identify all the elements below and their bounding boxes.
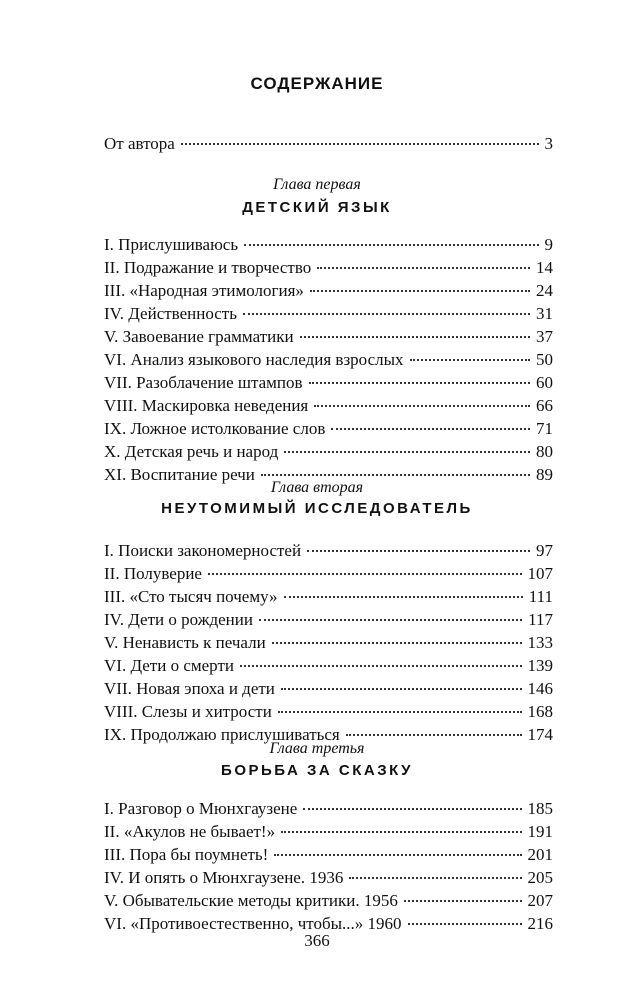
- toc-line-title: II. Подражание и творчество: [104, 258, 312, 277]
- toc-line-page: 50: [536, 350, 553, 369]
- toc-line[interactable]: [104, 563, 553, 585]
- toc-line-title: IV. И опять о Мюнхгаузене. 1936: [104, 868, 344, 887]
- toc-line-title: XI. Воспитание речи: [104, 465, 255, 484]
- dot-leader: [259, 619, 522, 621]
- toc-line[interactable]: [104, 349, 553, 371]
- page-number: 366: [304, 931, 330, 950]
- dot-leader: [310, 290, 530, 292]
- toc-line-title: VIII. Маскировка неведения: [104, 396, 309, 415]
- toc-line[interactable]: [104, 441, 553, 463]
- toc-line-title: V. Ненависть к печали: [104, 633, 266, 652]
- toc-line-page: 168: [527, 702, 553, 721]
- toc-line[interactable]: [104, 890, 553, 912]
- toc-line-title: III. Пора бы поумнеть!: [104, 845, 269, 864]
- dot-leader: [240, 665, 522, 667]
- toc-line-page: 97: [536, 541, 553, 560]
- toc-line[interactable]: [104, 234, 553, 256]
- toc-line[interactable]: [104, 701, 553, 723]
- toc-line-page: 3: [544, 134, 553, 153]
- toc-line-title: II. «Акулов не бывает!»: [104, 822, 276, 841]
- dot-leader: [300, 336, 530, 338]
- dot-leader: [331, 428, 530, 430]
- toc-line[interactable]: [104, 844, 553, 866]
- toc-line-page: 60: [536, 373, 553, 392]
- toc-line-title: II. Полуверие: [104, 564, 202, 583]
- toc-line-title: VI. «Противоестественно, чтобы...» 1960: [104, 914, 402, 933]
- dot-leader: [303, 808, 521, 810]
- toc-line-page: 37: [536, 327, 553, 346]
- dot-leader: [307, 550, 530, 552]
- toc-line[interactable]: [104, 540, 553, 562]
- toc-line-title: VI. Анализ языкового наследия взрослых: [104, 350, 404, 369]
- toc-line[interactable]: [104, 418, 553, 440]
- dot-leader: [314, 405, 530, 407]
- toc-line-title: V. Завоевание грамматики: [104, 327, 294, 346]
- dot-leader: [181, 143, 539, 145]
- toc-line-page: 185: [527, 799, 553, 818]
- chapter-title: НЕУТОМИМЫЙ ИССЛЕДОВАТЕЛЬ: [161, 500, 473, 517]
- toc-line[interactable]: [104, 395, 553, 417]
- toc-line-page: 107: [527, 564, 553, 583]
- toc-line-page: 80: [536, 442, 553, 461]
- toc-line[interactable]: [104, 655, 553, 677]
- toc-line-page: 207: [527, 891, 553, 910]
- toc-line-title: I. Разговор о Мюнхгаузене: [104, 799, 298, 818]
- toc-line-title: IX. Продолжаю прислушиваться: [104, 725, 340, 744]
- chapter-title: БОРЬБА ЗА СКАЗКУ: [221, 762, 413, 779]
- dot-leader: [281, 831, 521, 833]
- toc-line[interactable]: [104, 586, 553, 608]
- toc-line[interactable]: [104, 326, 553, 348]
- toc-line-title: X. Детская речь и народ: [104, 442, 279, 461]
- chapter-label: Глава вторая: [270, 479, 364, 496]
- dot-leader: [404, 900, 522, 902]
- toc-line-intro[interactable]: [104, 133, 553, 155]
- toc-line[interactable]: [104, 280, 553, 302]
- dot-leader: [309, 382, 530, 384]
- dot-leader: [317, 267, 530, 269]
- toc-line-title: От автора: [104, 134, 175, 153]
- toc-line[interactable]: [104, 678, 553, 700]
- toc-line-page: 71: [536, 419, 553, 438]
- dot-leader: [243, 313, 530, 315]
- chapter-label: Глава третья: [269, 740, 365, 757]
- dot-leader: [272, 642, 522, 644]
- toc-line-page: 191: [527, 822, 553, 841]
- toc-line-title: VII. Разоблачение штампов: [104, 373, 303, 392]
- toc-line[interactable]: [104, 372, 553, 394]
- dot-leader: [274, 854, 521, 856]
- toc-line[interactable]: [104, 609, 553, 631]
- toc-line-page: 139: [527, 656, 553, 675]
- toc-line-page: 201: [527, 845, 553, 864]
- toc-line-page: 9: [544, 235, 553, 254]
- toc-line[interactable]: [104, 257, 553, 279]
- toc-line-page: 89: [536, 465, 553, 484]
- dot-leader: [208, 573, 522, 575]
- toc-line-title: VI. Дети о смерти: [104, 656, 234, 675]
- toc-line-page: 117: [528, 610, 553, 629]
- dot-leader: [349, 877, 521, 879]
- toc-line-page: 174: [527, 725, 553, 744]
- chapter-title: ДЕТСКИЙ ЯЗЫК: [242, 199, 392, 216]
- dot-leader: [261, 474, 530, 476]
- dot-leader: [278, 711, 522, 713]
- dot-leader: [281, 688, 522, 690]
- chapter-label: Глава первая: [273, 176, 361, 193]
- toc-line-page: 14: [536, 258, 553, 277]
- toc-line[interactable]: [104, 632, 553, 654]
- toc-line-title: IX. Ложное истолкование слов: [104, 419, 326, 438]
- toc-line-title: V. Обывательские методы критики. 1956: [104, 891, 398, 910]
- toc-line-page: 31: [536, 304, 553, 323]
- toc-line-page: 66: [536, 396, 553, 415]
- dot-leader: [284, 451, 530, 453]
- toc-line-title: IV. Действенность: [104, 304, 237, 323]
- toc-line[interactable]: [104, 821, 553, 843]
- toc-line[interactable]: [104, 303, 553, 325]
- toc-line-title: I. Поиски закономерностей: [104, 541, 302, 560]
- toc-line-title: III. «Народная этимология»: [104, 281, 304, 300]
- toc-line[interactable]: [104, 798, 553, 820]
- toc-line-page: 133: [527, 633, 553, 652]
- dot-leader: [346, 734, 522, 736]
- toc-line-title: VII. Новая эпоха и дети: [104, 679, 275, 698]
- toc-line-title: IV. Дети о рождении: [104, 610, 253, 629]
- toc-line[interactable]: [104, 867, 553, 889]
- page-title: СОДЕРЖАНИЕ: [250, 74, 384, 93]
- toc-line-title: III. «Сто тысяч почему»: [104, 587, 278, 606]
- toc-line-page: 111: [528, 587, 553, 606]
- toc-line-page: 205: [527, 868, 553, 887]
- dot-leader: [408, 923, 522, 925]
- toc-line-page: 146: [527, 679, 553, 698]
- toc-line-title: I. Прислушиваюсь: [104, 235, 239, 254]
- toc-line-page: 216: [527, 914, 553, 933]
- toc-line-page: 24: [536, 281, 553, 300]
- dot-leader: [410, 359, 530, 361]
- dot-leader: [284, 596, 523, 598]
- dot-leader: [244, 244, 538, 246]
- toc-line-title: VIII. Слезы и хитрости: [104, 702, 272, 721]
